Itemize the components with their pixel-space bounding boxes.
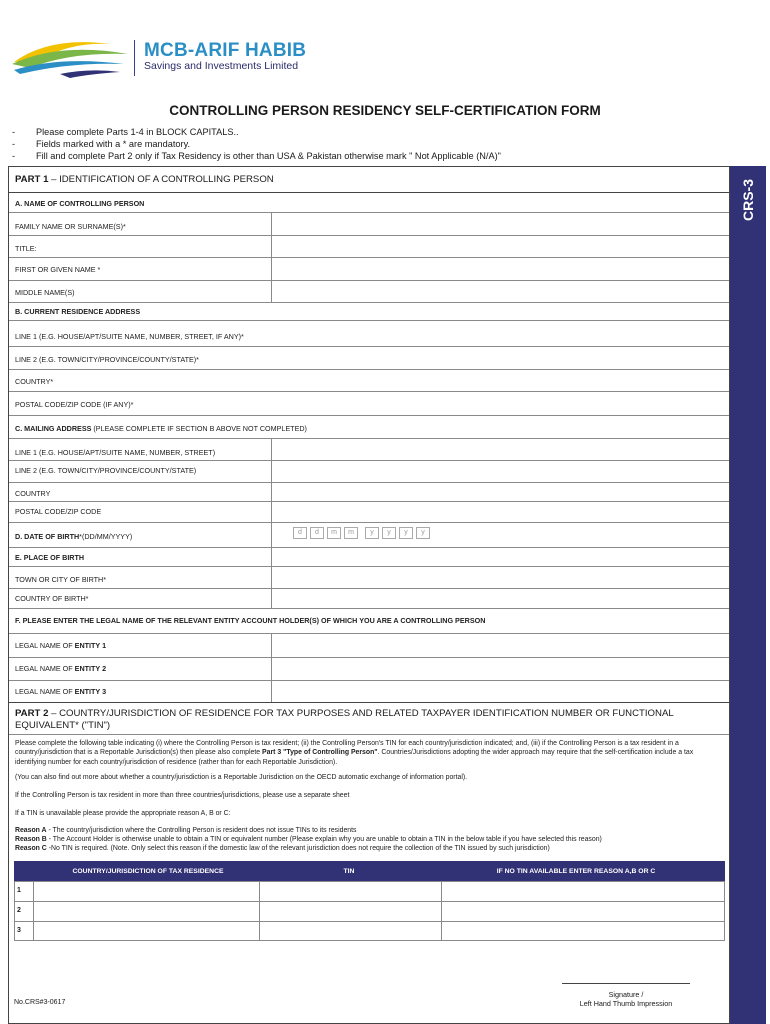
part2-oecd-note: (You can also find out more about whether a country/jurisdiction is a Reportable Jurisdiction on the OECD automatic exchange of information portal).: [15, 774, 468, 781]
part2-intro: Please complete the following table indicating (i) where the Controlling Person is tax resident; (ii) the Controlling Person's TIN for each country/jurisdiction indicated; and, (iii) if the Controlling Person is a tax resident in a country/jurisdiction that is a Reportable Jurisdiction(s) then please also complete Part 3 "Type of Controlling Person". Countries/Jurisdictions adopting the wider approach may require that the self-certification include a tax identifying number for each country/jurisdiction of residence (rather than for each Reportable Jurisdiction).: [15, 740, 694, 766]
logo-swoosh-icon: [10, 34, 130, 78]
section-b-title: B. CURRENT RESIDENCE ADDRESS: [15, 307, 141, 316]
table-header-country: COUNTRY/JURISDICTION OF TAX RESIDENCE: [72, 868, 224, 875]
instruction-item: - Please complete Parts 1-4 in BLOCK CAPITALS..: [12, 127, 239, 137]
signature-label: Signature / Left Hand Thumb Impression: [579, 990, 673, 1008]
table-row-number: 1: [17, 887, 21, 894]
logo-name: MCB-ARIF HABIB: [144, 40, 307, 61]
logo-divider: [134, 40, 135, 76]
form-body: [8, 166, 730, 1024]
part2-tin-note: If a TIN is unavailable please provide the appropriate reason A, B or C:: [15, 810, 231, 817]
section-c-title: C. MAILING ADDRESS (PLEASE COMPLETE IF SECTION B ABOVE NOT COMPLETED): [15, 424, 307, 433]
first-name-field[interactable]: FIRST OR GIVEN NAME *: [15, 265, 101, 274]
instruction-item: - Fields marked with a * are mandatory.: [12, 139, 191, 149]
reason-a: Reason A - The country/jurisdiction where the Controlling Person is resident does not issue TINs to its residents: [15, 827, 357, 834]
tin-table-body: [14, 881, 725, 941]
family-name-field[interactable]: FAMILY NAME OR SURNAME(S)*: [15, 222, 126, 231]
reason-b: Reason B - The Account Holder is otherwise unable to obtain a TIN or equivalent number (Please explain why you are unable to obtain a TIN in the below table if you have selected this reason): [15, 836, 602, 843]
residence-line1-field[interactable]: LINE 1 (E.G. HOUSE/APT/SUITE NAME, NUMBER, STREET, IF ANY)*: [15, 332, 244, 341]
table-row-number: 3: [17, 927, 21, 934]
form-title: CONTROLLING PERSON RESIDENCY SELF-CERTIFICATION FORM: [169, 103, 601, 118]
mailing-postal-field[interactable]: POSTAL CODE/ZIP CODE: [15, 507, 102, 516]
dob-year-box[interactable]: y: [416, 527, 430, 539]
table-row-number: 2: [17, 907, 21, 914]
dob-year-box[interactable]: y: [365, 527, 379, 539]
section-f-title: F. PLEASE ENTER THE LEGAL NAME OF THE RELEVANT ENTITY ACCOUNT HOLDER(S) OF WHICH YOU ARE A CONTROLLING PERSON: [15, 616, 486, 625]
signature-line[interactable]: [562, 983, 690, 984]
middle-name-field[interactable]: MIDDLE NAME(S): [15, 288, 75, 297]
birth-country-field[interactable]: COUNTRY OF BIRTH*: [15, 594, 89, 603]
dob-day-box[interactable]: d: [310, 527, 324, 539]
entity2-field[interactable]: LEGAL NAME OF ENTITY 2: [15, 664, 107, 673]
dob-day-box[interactable]: d: [293, 527, 307, 539]
dob-month-box[interactable]: m: [327, 527, 341, 539]
section-a-title: A. NAME OF CONTROLLING PERSON: [15, 199, 145, 208]
residence-country-field[interactable]: COUNTRY*: [15, 377, 54, 386]
part2-heading: PART 2 – COUNTRY/JURISDICTION OF RESIDENCE FOR TAX PURPOSES AND RELATED TAXPAYER IDENTIFICATION NUMBER OR FUNCTIONAL EQUIVALENT* ("TIN"): [15, 708, 674, 731]
part1-heading: PART 1 – IDENTIFICATION OF A CONTROLLING PERSON: [15, 174, 274, 185]
instruction-item: - Fill and complete Part 2 only if Tax Residency is other than USA & Pakistan otherwise mark " Not Applicable (N/A)": [12, 151, 501, 161]
side-bar: [730, 166, 766, 1024]
dob-year-box[interactable]: y: [399, 527, 413, 539]
entity3-field[interactable]: LEGAL NAME OF ENTITY 3: [15, 687, 107, 696]
section-e-title: E. PLACE OF BIRTH: [15, 553, 85, 562]
mailing-line2-field[interactable]: LINE 2 (E.G. TOWN/CITY/PROVINCE/COUNTY/STATE): [15, 466, 197, 475]
form-number: No.CRS#3-0617: [14, 999, 66, 1006]
mailing-country-field[interactable]: COUNTRY: [15, 489, 51, 498]
dob-month-box[interactable]: m: [344, 527, 358, 539]
crs-side-tab: CRS-3: [740, 178, 757, 222]
title-field[interactable]: TITLE:: [15, 244, 37, 253]
dob-year-box[interactable]: y: [382, 527, 396, 539]
table-header-tin: TIN: [343, 868, 355, 875]
table-header-reason: IF NO TIN AVAILABLE ENTER REASON A,B OR C: [496, 868, 656, 875]
reason-c: Reason C -No TIN is required. (Note. Only select this reason if the domestic law of the relevant jurisdiction does not require the collection of the TIN issued by such jurisdiction): [15, 845, 550, 852]
entity1-field[interactable]: LEGAL NAME OF ENTITY 1: [15, 641, 107, 650]
residence-line2-field[interactable]: LINE 2 (E.G. TOWN/CITY/PROVINCE/COUNTY/STATE)*: [15, 355, 199, 364]
birth-town-field[interactable]: TOWN OR CITY OF BIRTH*: [15, 575, 107, 584]
mailing-line1-field[interactable]: LINE 1 (E.G. HOUSE/APT/SUITE NAME, NUMBER, STREET): [15, 448, 216, 457]
dob-label: D. DATE OF BIRTH*(DD/MM/YYYY): [15, 532, 133, 541]
logo-subtitle: Savings and Investments Limited: [144, 60, 299, 72]
part2-separate-sheet-note: If the Controlling Person is tax resident in more than three countries/jurisdictions, please use a separate sheet: [15, 792, 350, 799]
residence-postal-field[interactable]: POSTAL CODE/ZIP CODE (IF ANY)*: [15, 400, 134, 409]
